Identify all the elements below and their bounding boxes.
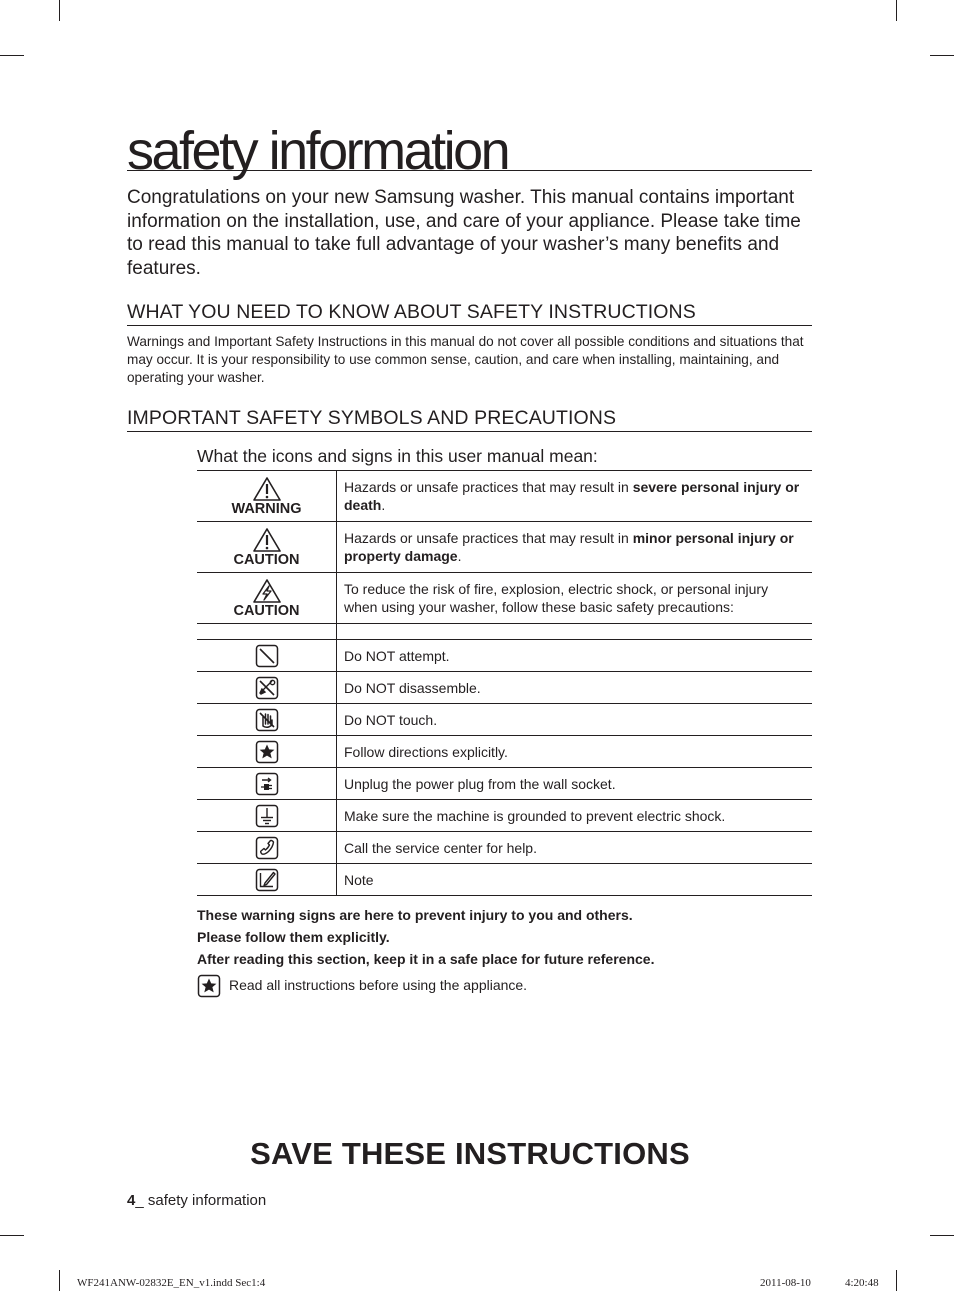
symbol-row: Note (197, 864, 812, 896)
imprint-date: 2011-08-10 (760, 1277, 811, 1289)
symbol-row: Follow directions explicitly. (197, 736, 812, 768)
symbol-row: Do NOT disassemble. (197, 672, 812, 704)
intro-paragraph: Congratulations on your new Samsung washer. This manual contains important information on the installation, use, and care of your appliance. Please take time to read this manual to take full advantage of your washer’s many benefits and features. (127, 187, 801, 280)
notice-line: Please follow them explicitly. (197, 929, 390, 945)
symbols-table (197, 623, 812, 896)
do-not-touch-icon (255, 708, 279, 732)
follow-directions-icon (255, 740, 279, 764)
hazard-table (197, 470, 812, 624)
save-instructions-heading: SAVE THESE INSTRUCTIONS (250, 1136, 690, 1171)
symbols-lead: What the icons and signs in this user manual mean: (197, 446, 598, 466)
symbol-row: Do NOT attempt. (197, 640, 812, 672)
hazard-label: CAUTION (233, 551, 300, 568)
unplug-icon (255, 772, 279, 796)
hazard-row-shock: CAUTION To reduce the risk of fire, explosion, electric shock, or personal injury when using your washer, follow these basic safety precautions: (197, 573, 812, 624)
shock-triangle-icon (252, 578, 282, 604)
notice-line: After reading this section, keep it in a safe place for future reference. (197, 951, 655, 967)
do-not-disassemble-icon (255, 676, 279, 700)
hazard-label: WARNING (231, 500, 302, 517)
page-footer (127, 1192, 266, 1209)
ground-icon (255, 804, 279, 828)
warning-triangle-icon (252, 476, 282, 502)
imprint-file: WF241ANW-02832E_EN_v1.indd Sec1:4 (77, 1277, 266, 1289)
section-body-know: Warnings and Important Safety Instructions in this manual do not cover all possible conditions and situations that may occur. It is your responsibility to use common sense, caution, and care when installing, maintaining, and operating your washer. (127, 334, 804, 385)
imprint-time: 4:20:48 (845, 1277, 879, 1289)
page-title: safety information (127, 118, 812, 171)
hazard-label: CAUTION (233, 602, 300, 619)
section-heading-know: WHAT YOU NEED TO KNOW ABOUT SAFETY INSTRUCTIONS (127, 300, 812, 326)
read-instructions-note (197, 974, 527, 998)
section-heading-symbols: IMPORTANT SAFETY SYMBOLS AND PRECAUTIONS (127, 406, 812, 432)
hazard-row-warning: WARNING Hazards or unsafe practices that may result in severe personal injury or death. (197, 471, 812, 522)
do-not-attempt-icon (255, 644, 279, 668)
call-service-icon (255, 836, 279, 860)
symbol-row: Do NOT touch. (197, 704, 812, 736)
read-note-text: Read all instructions before using the appliance. (229, 977, 528, 993)
hazard-row-caution: CAUTION Hazards or unsafe practices that may result in minor personal injury or property damage. (197, 522, 812, 573)
page-number: 4 (127, 1192, 136, 1209)
follow-directions-icon (197, 974, 221, 998)
notice-line: These warning signs are here to prevent injury to you and others. (197, 907, 633, 923)
page-label: _ safety information (135, 1192, 267, 1209)
symbol-row: Unplug the power plug from the wall socket. (197, 768, 812, 800)
symbol-row: Make sure the machine is grounded to prevent electric shock. (197, 800, 812, 832)
caution-triangle-icon (252, 527, 282, 553)
notice-block (197, 904, 654, 970)
note-icon (255, 868, 279, 892)
symbol-row: Call the service center for help. (197, 832, 812, 864)
